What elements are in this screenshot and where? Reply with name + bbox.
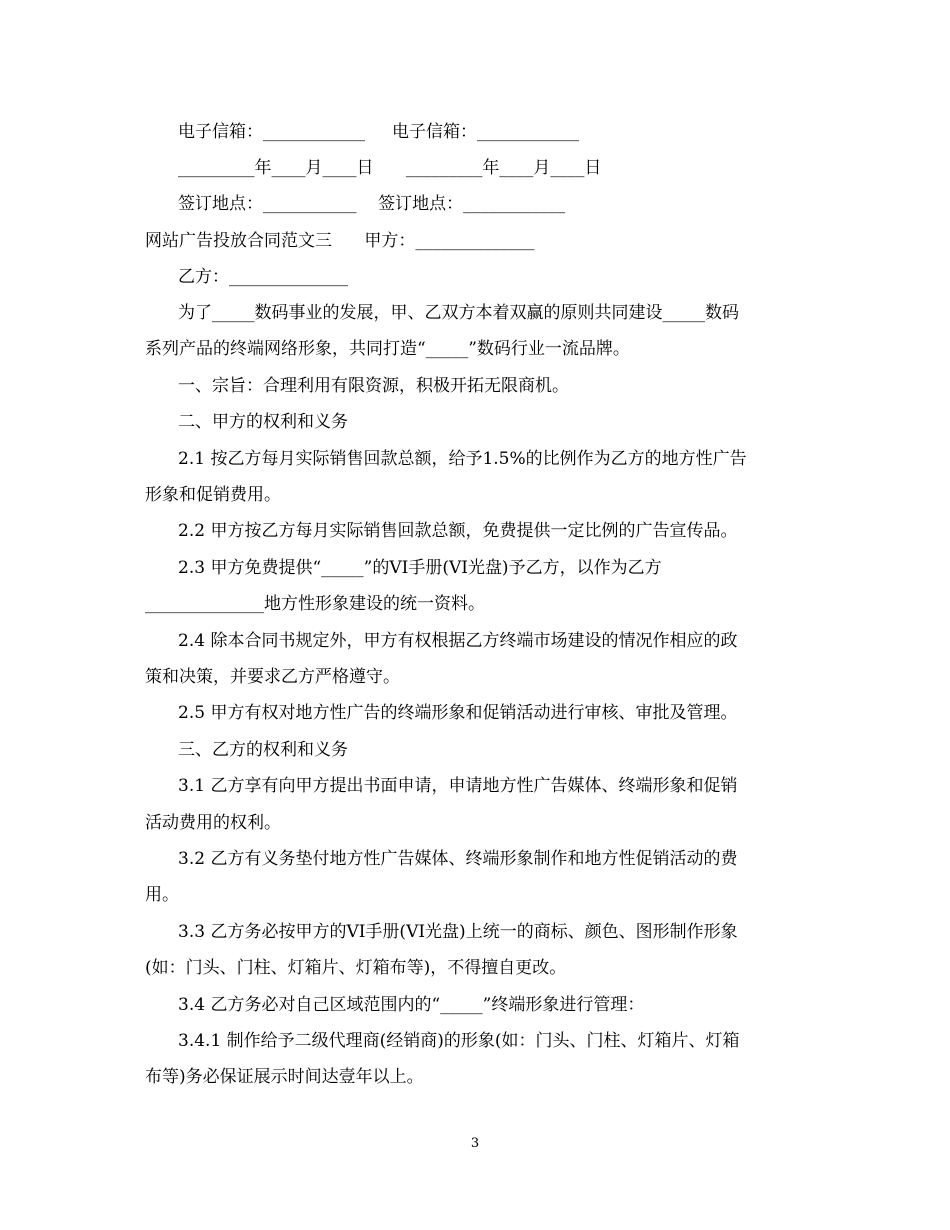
clause-2-5: 2.5 甲方有权对地方性广告的终端形象和促销活动进行审核、审批及管理。 — [178, 703, 738, 723]
clause-3-2-line-2: 用。 — [145, 885, 179, 905]
clause-2-1-line-2: 形象和促销费用。 — [145, 485, 281, 505]
clause-3-1-line-1: 3.1 乙方享有向甲方提出书面申请，申请地方性广告媒体、终端形象和促销 — [178, 776, 738, 796]
clause-2-4-line-2: 策和决策，并要求乙方严格遵守。 — [145, 667, 400, 687]
section-2-heading: 二、甲方的权利和义务 — [178, 412, 348, 432]
clause-2-4-line-1: 2.4 除本合同书规定外，甲方有权根据乙方终端市场建设的情况作相应的政 — [178, 631, 738, 651]
clause-3-4-1-line-2: 布等)务必保证展示时间达壹年以上。 — [145, 1067, 424, 1087]
clause-2-3-line-1: 2.3 甲方免费提供“_____”的VI手册(VI光盘)予乙方，以作为乙方 — [178, 558, 662, 578]
clause-3-3-line-2: (如：门头、门柱、灯箱片、灯箱布等)，不得擅自更改。 — [145, 958, 567, 978]
section-3-heading: 三、乙方的权利和义务 — [178, 740, 348, 760]
email-line: 电子信箱：____________ 电子信箱：____________ — [178, 122, 580, 142]
clause-3-4-1-line-1: 3.4.1 制作给予二级代理商(经销商)的形象(如：门头、门柱、灯箱片、灯箱 — [178, 1031, 740, 1051]
preamble-line-1: 为了_____数码事业的发展，甲、乙双方本着双赢的原则共同建设_____数码 — [178, 303, 739, 323]
clause-2-2: 2.2 甲方按乙方每月实际销售回款总额，免费提供一定比例的广告宣传品。 — [178, 521, 738, 541]
clause-3-4: 3.4 乙方务必对自己区域范围内的“_____”终端形象进行管理： — [178, 995, 645, 1015]
clause-2-3-line-2: ______________地方性形象建设的统一资料。 — [145, 594, 485, 614]
party-b-line: 乙方：______________ — [178, 267, 348, 287]
date-line: _________年____月____日 _________年____月____日 — [178, 158, 602, 178]
clause-2-1-line-1: 2.1 按乙方每月实际销售回款总额，给予1.5%的比例作为乙方的地方性广告 — [178, 449, 747, 469]
clause-3-2-line-1: 3.2 乙方有义务垫付地方性广告媒体、终端形象制作和地方性促销活动的费 — [178, 849, 738, 869]
contract-title-line: 网站广告投放合同范文三 甲方：______________ — [145, 231, 535, 251]
preamble-line-2: 系列产品的终端网络形象，共同打造“_____”数码行业一流品牌。 — [145, 339, 630, 359]
signing-place-line: 签订地点：___________ 签订地点：____________ — [178, 194, 566, 214]
clause-3-1-line-2: 活动费用的权利。 — [145, 813, 281, 833]
section-1-heading: 一、宗旨：合理利用有限资源，积极开拓无限商机。 — [178, 376, 569, 396]
clause-3-3-line-1: 3.3 乙方务必按甲方的VI手册(VI光盘)上统一的商标、颜色、图形制作形象 — [178, 922, 738, 942]
page-number: 3 — [470, 1136, 480, 1151]
